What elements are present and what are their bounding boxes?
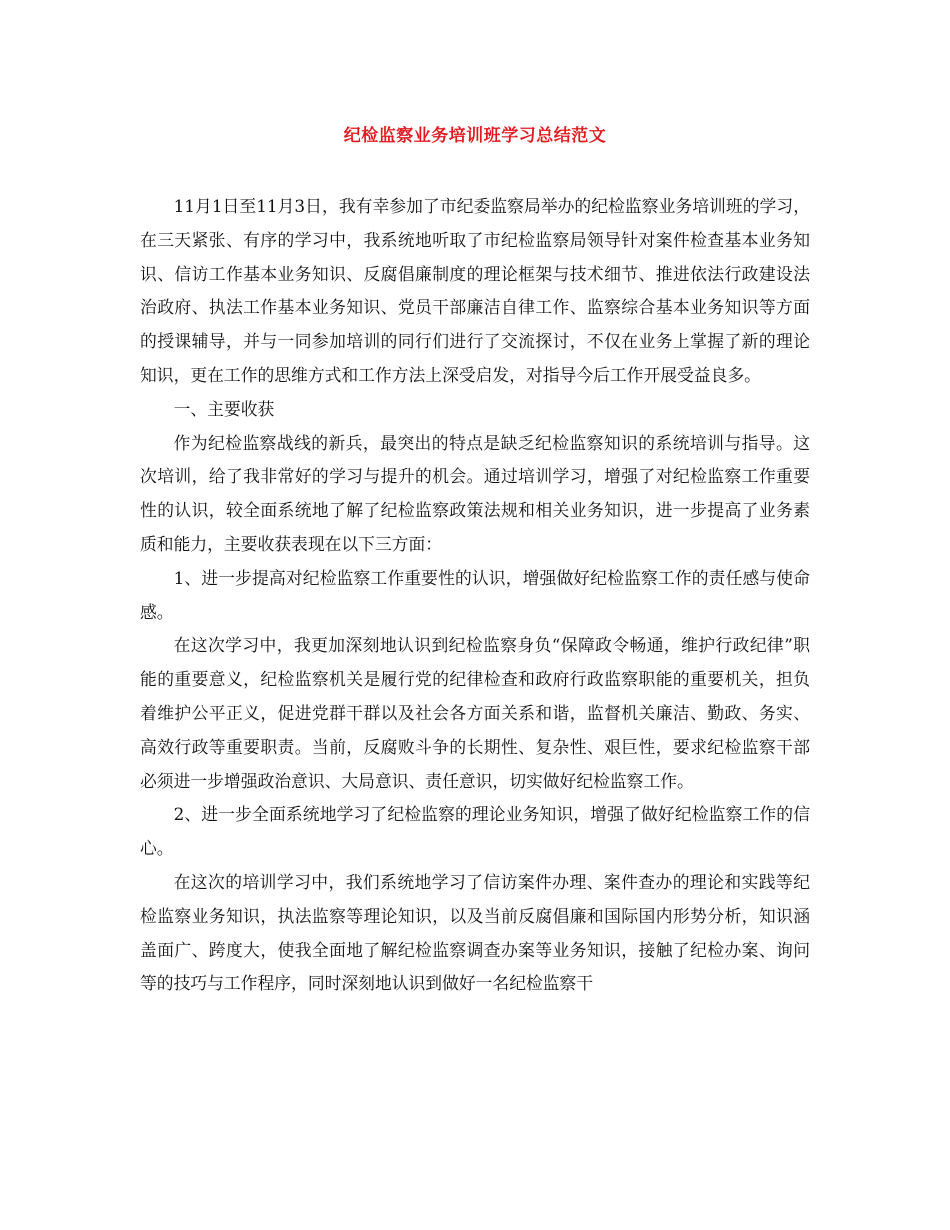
section-heading-main-gains: 一、主要收获 [173,398,275,419]
document-title: 纪检监察业务培训班学习总结范文 [343,126,607,146]
paragraph-point-2-heading: 2、进一步全面系统地学习了纪检监察的理论业务知识，增强了做好纪检监察工作的信心。 [140,804,810,859]
paragraph-gains-overview: 作为纪检监察战线的新兵，最突出的特点是缺乏纪检监察知识的系统培训与指导。这次培训，给了我非常好的学习与提升的机会。通过培训学习，增强了对纪检监察工作重要性的认识，较全面系统地了解了纪检监察政策法规和相关业务知识，进一步提高了业务素质和能力，主要收获表现在以下三方面： [140,432,810,554]
paragraph-point-2-body: 在这次的培训学习中，我们系统地学习了信访案件办理、案件查办的理论和实践等纪检监察业务知识，执法监察等理论知识，以及当前反腐倡廉和国际国内形势分析，知识涵盖面广、跨度大，使我全面地了解纪检监察调查办案等业务知识，接触了纪检办案、询问等的技巧与工作程序，同时深刻地认识到做好一名纪检监察干 [140,871,810,994]
paragraph-point-1-body: 在这次学习中，我更加深刻地认识到纪检监察身负“保障政令畅通，维护行政纪律”职能的重要意义，纪检监察机关是履行党的纪律检查和政府行政监察职能的重要机关，担负着维护公平正义，促进党群干群以及社会各方面关系和谐，监督机关廉洁、勤政、务实、高效行政等重要职责。当前，反腐败斗争的长期性、复杂性、艰巨性，要求纪检监察干部必须进一步增强政治意识、大局意识、责任意识，切实做好纪检监察工作。 [140,635,810,791]
document-body [140,190,810,1001]
paragraph-intro: 11月1日至11月3日，我有幸参加了市纪委监察局举办的纪检监察业务培训班的学习，在三天紧张、有序的学习中，我系统地听取了市纪检监察局领导针对案件检查基本业务知识、信访工作基本业务知识、反腐倡廉制度的理论框架与技术细节、推进依法行政建设法治政府、执法工作基本业务知识、党员干部廉洁自律工作、监察综合基本业务知识等方面的授课辅导，并与一同参加培训的同行们进行了交流探讨，不仅在业务上掌握了新的理论知识，更在工作的思维方式和工作方法上深受启发，对指导今后工作开展受益良多。 [140,196,810,385]
paragraph-point-1-heading: 1、进一步提高对纪检监察工作重要性的认识，增强做好纪检监察工作的责任感与使命感。 [140,567,810,622]
